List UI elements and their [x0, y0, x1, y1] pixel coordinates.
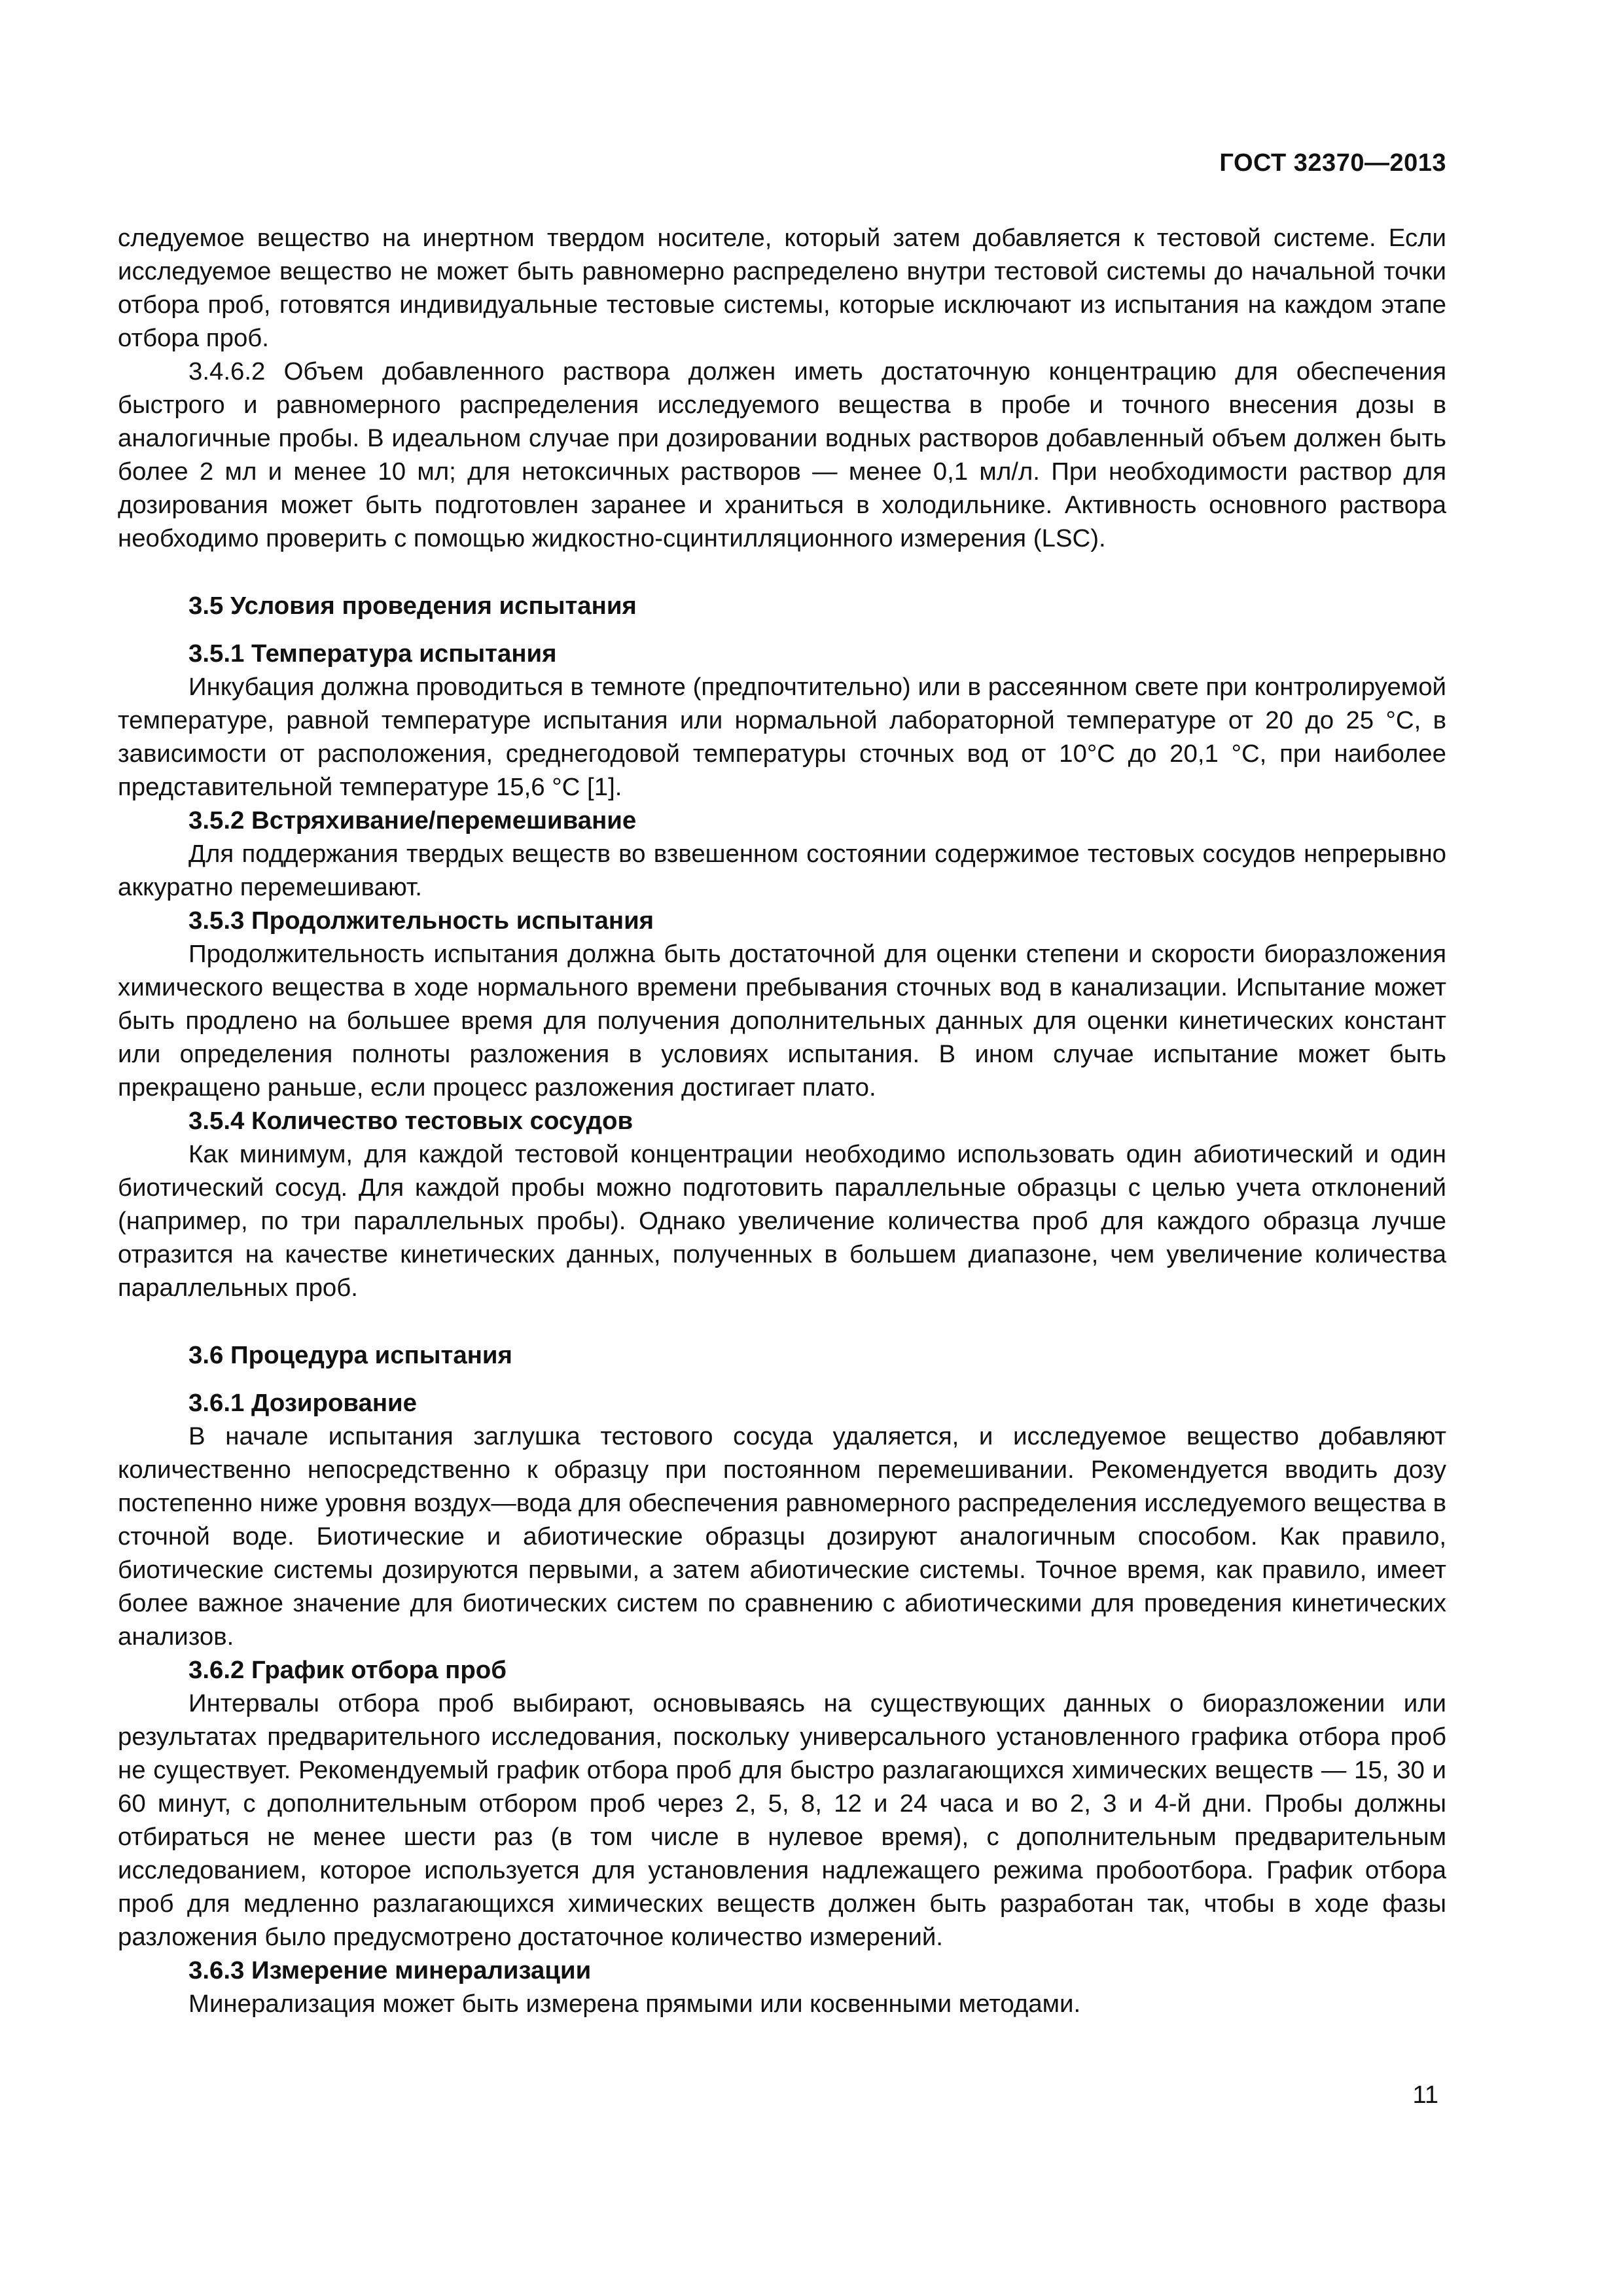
paragraph-3-4-6-2: 3.4.6.2 Объем добавленного раствора должен иметь достаточную концентрацию для обеспечения быстрого и равномерного распределения исследуемого вещества в пробе и точного внесения дозы в аналогичные пробы. В идеальном случае при дозировании водных растворов добавленный объем должен быть более 2 мл и менее 10 мл; для нетоксичных растворов — менее 0,1 мл/л. При необходимости раствор для дозирования может быть подготовлен заранее и храниться в холодильнике. Активность основного раствора необходимо проверить с помощью жидкостно-сцинтилляционного измерения (LSC). [118, 357, 1446, 552]
paragraph-3-5-3: Продолжительность испытания должна быть достаточной для оценки степени и скорости биоразложения химического вещества в ходе нормального времени пребывания сточных вод в канализации. Испытание может быть продлено на большее время для получения дополнительных данных для оценки кинетических констант или определения полноты разложения в условиях испытания. В ином случае испытание может быть прекращено раньше, если процесс разложения достигает плато. [118, 940, 1446, 1102]
heading-3-5-1: 3.5.1 Температура испытания [188, 639, 557, 668]
paragraph-3-6-1: В начале испытания заглушка тестового сосуда удаляется, и исследуемое вещество добавляют количественно непосредственно к образцу при постоянном перемешивании. Рекомендуется вводить дозу постепенно ниже уровня воздух—вода для обеспечения равномерного распределения исследуемого вещества в сточной воде. Биотические и абиотические образцы дозируют аналогичным способом. Как правило, биотические системы дозируются первыми, а затем абиотические системы. Точное время, как правило, имеет более важное значение для биотических систем по сравнению с абиотическими для проведения кинетических анализов. [118, 1422, 1446, 1651]
paragraph-3-5-4: Как минимум, для каждой тестовой концентрации необходимо использовать один абиотический и один биотический сосуд. Для каждой пробы можно подготовить параллельные образцы с целью учета отклонений (например, по три параллельных пробы). Однако увеличение количества проб для каждого образца лучше отразится на качестве кинетических данных, полученных в большем диапазоне, чем увеличение количества параллельных проб. [118, 1140, 1446, 1302]
heading-3-5-3: 3.5.3 Продолжительность испытания [188, 906, 654, 935]
heading-3-6: 3.6 Процедура испытания [188, 1341, 512, 1369]
heading-3-6-2: 3.6.2 График отбора проб [188, 1656, 507, 1684]
paragraph-continuation: следуемое вещество на инертном твердом носителе, который затем добавляется к тестовой системе. Если исследуемое вещество не может быть равномерно распределено внутри тестовой системы до начальной точки отбора проб, готовятся индивидуальные тестовые системы, которые исключают из испытания на каждом этапе отбора проб. [118, 224, 1446, 352]
paragraph-3-5-1: Инкубация должна проводиться в темноте (предпочтительно) или в рассеянном свете при контролируемой температуре, равной температуре испытания или нормальной лабораторной температуре от 20 до 25 °С, в зависимости от расположения, среднегодовой температуры сточных вод от 10°С до 20,1 °С, при наиболее представительной температуре 15,6 °С [1]. [118, 673, 1446, 801]
document-header: ГОСТ 32370—2013 [1219, 149, 1446, 177]
heading-3-6-1: 3.6.1 Дозирование [188, 1389, 417, 1417]
paragraph-3-6-2: Интервалы отбора проб выбирают, основываясь на существующих данных о биоразложении или результатах предварительного исследования, поскольку универсального установленного графика отбора проб не существует. Рекомендуемый график отбора проб для быстро разлагающихся химических веществ — 15, 30 и 60 минут, с дополнительным отбором проб через 2, 5, 8, 12 и 24 часа и во 2, 3 и 4-й дни. Пробы должны отбираться не менее шести раз (в том числе в нулевое время), с дополнительным предварительным исследованием, которое используется для установления надлежащего режима пробоотбора. График отбора проб для медленно разлагающихся химических веществ должен быть разработан так, чтобы в ходе фазы разложения было предусмотрено достаточное количество измерений. [118, 1689, 1446, 1951]
page-number: 11 [1412, 2081, 1438, 2109]
paragraph-3-6-3: Минерализация может быть измерена прямыми или косвенными методами. [188, 1990, 1081, 2018]
paragraph-3-5-2: Для поддержания твердых веществ во взвешенном состоянии содержимое тестовых сосудов непрерывно аккуратно перемешивают. [118, 840, 1446, 901]
heading-3-5: 3.5 Условия проведения испытания [188, 592, 637, 620]
heading-3-5-4: 3.5.4 Количество тестовых сосудов [188, 1107, 633, 1135]
heading-3-5-2: 3.5.2 Встряхивание/перемешивание [188, 806, 637, 834]
heading-3-6-3: 3.6.3 Измерение минерализации [188, 1956, 592, 1984]
document-body [118, 221, 1446, 2020]
